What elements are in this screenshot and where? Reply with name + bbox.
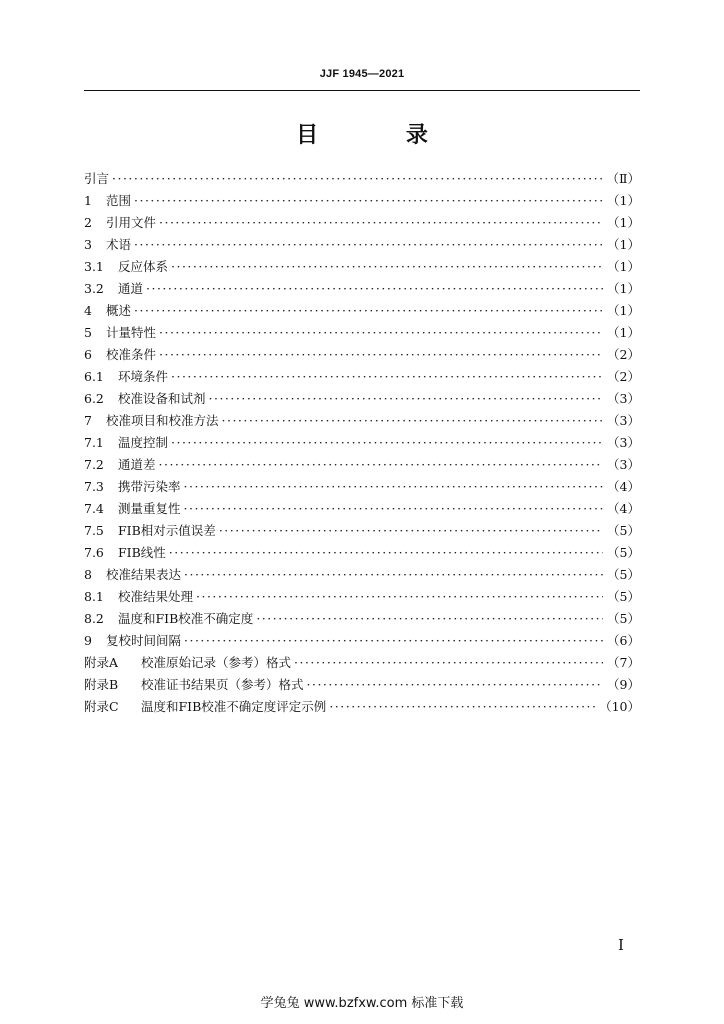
toc-entry-label: 温度控制: [118, 435, 169, 450]
toc-entry-page: （3）: [607, 391, 640, 406]
toc-entry-number: 附录C: [84, 699, 119, 714]
toc-entry[interactable]: [84, 168, 640, 190]
toc-entry-page: （6）: [607, 633, 640, 648]
toc-entry-label: 计量特性: [106, 325, 157, 340]
toc-entry-label: 反应体系: [118, 259, 169, 274]
standard-code: JJF 1945—2021: [319, 68, 405, 80]
toc-entry-label: 温度和FIB校准不确定度: [118, 611, 254, 626]
toc-entry[interactable]: [84, 674, 640, 696]
toc-entry-number: 8.2: [84, 611, 104, 626]
toc-entry-page: （5）: [607, 545, 640, 560]
toc-dot-leader: [184, 564, 603, 586]
toc-dot-leader: [171, 366, 603, 388]
toc-entry-number: 6.2: [84, 391, 104, 406]
toc-entry[interactable]: [84, 476, 640, 498]
toc-entry-label: 校准结果表达: [106, 567, 182, 582]
toc-entry-number: 3.2: [84, 281, 104, 296]
toc-entry-page: （5）: [607, 589, 640, 604]
toc-dot-leader: [159, 212, 603, 234]
toc-entry-page: （3）: [607, 413, 640, 428]
toc-entry[interactable]: [84, 630, 640, 652]
toc-entry-page: （1）: [607, 215, 640, 230]
toc-dot-leader: [294, 652, 603, 674]
toc-entry-label: 测量重复性: [118, 501, 181, 516]
toc-entry-number: 7.6: [84, 545, 104, 560]
toc-entry-label: 引用文件: [106, 215, 157, 230]
toc-entry-number: 7.3: [84, 479, 104, 494]
toc-entry-label: FIB相对示值误差: [118, 523, 216, 538]
toc-entry-page: （1）: [607, 193, 640, 208]
toc-entry-number: 7.4: [84, 501, 104, 516]
toc-entry-label: FIB线性: [118, 545, 166, 560]
toc-entry-label: 校准原始记录（参考）格式: [141, 655, 292, 670]
toc-entry-page: （10）: [599, 699, 640, 714]
toc-entry-label: 引言: [84, 171, 110, 186]
toc-entry-number: 2: [84, 215, 92, 230]
toc-entry-label: 校准设备和试剂: [118, 391, 206, 406]
toc-dot-leader: [329, 696, 596, 718]
toc-entry-label: 校准条件: [106, 347, 157, 362]
toc-entry-number: 3: [84, 237, 92, 252]
toc-dot-leader: [112, 168, 603, 190]
toc-entry[interactable]: [84, 520, 640, 542]
toc-entry[interactable]: [84, 498, 640, 520]
toc-entry[interactable]: [84, 454, 640, 476]
toc-dot-leader: [219, 520, 603, 542]
toc-dot-leader: [256, 608, 603, 630]
toc-entry[interactable]: [84, 190, 640, 212]
toc-entry-number: 9: [84, 633, 92, 648]
toc-entry[interactable]: [84, 278, 640, 300]
toc-entry-number: 7.5: [84, 523, 104, 538]
toc-entry-page: （3）: [607, 435, 640, 450]
toc-entry-number: 3.1: [84, 259, 104, 274]
toc-entry-page: （2）: [607, 347, 640, 362]
toc-dot-leader: [169, 542, 603, 564]
toc-entry-page: （5）: [607, 611, 640, 626]
toc-title: 目 录: [296, 123, 468, 148]
toc-entry-number: 5: [84, 325, 92, 340]
toc-dot-leader: [146, 278, 603, 300]
toc-entry[interactable]: [84, 322, 640, 344]
toc-entry[interactable]: [84, 388, 640, 410]
toc-entry-number: 1: [84, 193, 92, 208]
toc-dot-leader: [159, 344, 603, 366]
toc-entry-label: 概述: [106, 303, 132, 318]
toc-entry-number: 附录B: [84, 677, 119, 692]
toc-entry-label: 校准证书结果页（参考）格式: [141, 677, 304, 692]
toc-entry-number: 6: [84, 347, 92, 362]
toc-dot-leader: [196, 586, 603, 608]
toc-dot-leader: [159, 322, 603, 344]
toc-entry-page: （1）: [607, 325, 640, 340]
toc-entry[interactable]: [84, 344, 640, 366]
toc-entry[interactable]: [84, 696, 640, 718]
toc-entry-page: （5）: [607, 523, 640, 538]
toc-entry-number: 7.1: [84, 435, 104, 450]
toc-dot-leader: [171, 256, 603, 278]
toc-entry[interactable]: [84, 410, 640, 432]
toc-entry[interactable]: [84, 564, 640, 586]
toc-entry[interactable]: [84, 300, 640, 322]
toc-dot-leader: [184, 630, 603, 652]
toc-entry-number: 7.2: [84, 457, 104, 472]
toc-dot-leader: [159, 454, 603, 476]
toc-entry-label: 术语: [106, 237, 132, 252]
toc-entry-page: （4）: [607, 501, 640, 516]
toc-dot-leader: [209, 388, 603, 410]
toc-entry-page: （7）: [607, 655, 640, 670]
toc-entry-page: （Ⅱ）: [606, 171, 640, 186]
toc-entry-page: （2）: [607, 369, 640, 384]
toc-entry-number: 4: [84, 303, 92, 318]
toc-dot-leader: [222, 410, 603, 432]
toc-entry-page: （4）: [607, 479, 640, 494]
toc-entry-label: 温度和FIB校准不确定度评定示例: [141, 699, 327, 714]
toc-entry-label: 范围: [106, 193, 132, 208]
toc-entry-page: （9）: [607, 677, 640, 692]
table-of-contents: [84, 168, 640, 718]
toc-entry[interactable]: [84, 212, 640, 234]
toc-entry-number: 6.1: [84, 369, 104, 384]
toc-dot-leader: [184, 476, 603, 498]
toc-entry-number: 8: [84, 567, 92, 582]
toc-entry-number: 7: [84, 413, 92, 428]
toc-entry[interactable]: [84, 234, 640, 256]
toc-entry[interactable]: [84, 366, 640, 388]
toc-entry-label: 环境条件: [118, 369, 169, 384]
toc-entry-page: （5）: [607, 567, 640, 582]
header-divider: [84, 90, 640, 91]
toc-entry-number: 8.1: [84, 589, 104, 604]
footer-watermark: 学兔兔 www.bzfxw.com 标准下载: [260, 996, 464, 1011]
toc-dot-leader: [171, 432, 603, 454]
toc-entry-label: 复校时间间隔: [106, 633, 182, 648]
toc-dot-leader: [134, 234, 603, 256]
toc-entry[interactable]: [84, 652, 640, 674]
toc-entry[interactable]: [84, 608, 640, 630]
toc-entry[interactable]: [84, 542, 640, 564]
toc-entry-label: 校准结果处理: [118, 589, 194, 604]
toc-dot-leader: [184, 498, 603, 520]
page-number: I: [618, 936, 624, 954]
toc-entry-page: （1）: [607, 281, 640, 296]
toc-entry-page: （3）: [607, 457, 640, 472]
toc-dot-leader: [134, 300, 603, 322]
toc-entry[interactable]: [84, 432, 640, 454]
toc-entry-page: （1）: [607, 303, 640, 318]
toc-entry-page: （1）: [607, 237, 640, 252]
toc-entry-label: 校准项目和校准方法: [106, 413, 219, 428]
toc-entry[interactable]: [84, 586, 640, 608]
toc-entry-label: 携带污染率: [118, 479, 181, 494]
toc-entry-number: 附录A: [84, 655, 119, 670]
toc-dot-leader: [134, 190, 603, 212]
toc-entry[interactable]: [84, 256, 640, 278]
toc-dot-leader: [307, 674, 603, 696]
toc-entry-label: 通道差: [118, 457, 156, 472]
toc-entry-label: 通道: [118, 281, 144, 296]
toc-entry-page: （1）: [607, 259, 640, 274]
